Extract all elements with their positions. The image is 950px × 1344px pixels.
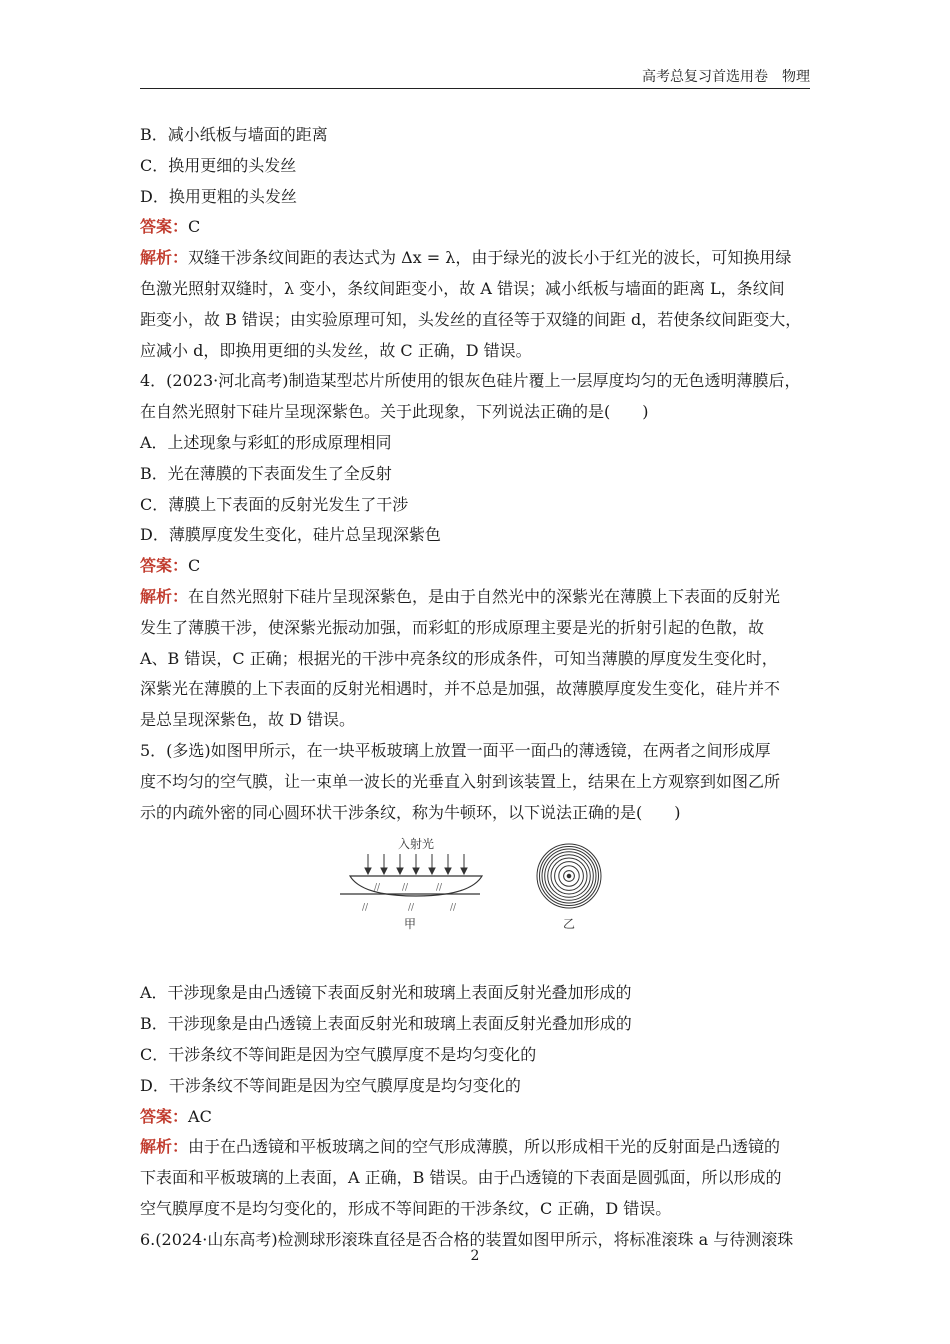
plate-hatch-3: //: [450, 903, 457, 914]
lens-hatch-1: //: [374, 883, 381, 894]
q4-stem-1: 4．(2023·河北高考)制造某型芯片所使用的银灰色硅片覆上一层厚度均匀的无色透明薄膜后，: [140, 371, 801, 391]
q4-stem-2: 在自然光照射下硅片呈现深紫色。关于此现象，下列说法正确的是( ): [140, 402, 649, 422]
header-rule: [140, 88, 810, 89]
q3-option-d: D．换用更粗的头发丝: [140, 186, 297, 206]
incident-light-label: 入射光: [397, 837, 435, 852]
newton-rings-figure: [140, 828, 811, 978]
answer-label: 答案：: [140, 1106, 189, 1126]
q5-stem-3: 示的内疏外密的同心圆环状干涉条纹，称为牛顿环，以下说法正确的是( ): [140, 802, 681, 822]
q5-option-c: C．干涉条纹不等间距是因为空气膜厚度不是均匀变化的: [140, 1044, 537, 1064]
figure-jia: [340, 836, 482, 931]
analysis-label: 解析：: [140, 1137, 189, 1157]
q3-answer: [140, 212, 811, 243]
q4-analysis-5: 是总呈现深紫色，故 D 错误。: [140, 710, 356, 730]
q3-analysis-3: 距变小，故 B 错误；由实验原理可知，头发丝的直径等于双缝的间距 d，若使条纹间距变大，: [140, 309, 802, 329]
q6-stem-1: 6.(2024·山东高考)检测球形滚珠直径是否合格的装置如图甲所示，将标准滚珠 a 与待测滚珠: [140, 1229, 794, 1249]
page-content: [140, 120, 811, 1256]
figure-yi-label: 乙: [562, 917, 576, 932]
answer-value: AC: [188, 1106, 212, 1126]
q5-stem-1: 5．(多选)如图甲所示，在一块平板玻璃上放置一面平一面凸的薄透镜，在两者之间形成厚: [140, 740, 771, 760]
figure-jia-label: 甲: [403, 917, 417, 932]
q4-analysis-2: 发生了薄膜干涉，使深紫光振动加强，而彩虹的形成原理主要是光的折射引起的色散，故: [140, 617, 765, 637]
analysis-text: 双缝干涉条纹间距的表达式为 Δx = λ，由于绿光的波长小于红光的波长，可知换用绿: [188, 248, 792, 268]
analysis-label: 解析：: [140, 248, 189, 268]
q5-stem-2: 度不均匀的空气膜，让一束单一波长的光垂直入射到该装置上，结果在上方观察到如图乙所: [140, 771, 781, 791]
q3-analysis-2: 色激光照射双缝时，λ 变小，条纹间距变小，故 A 错误；减小纸板与墙面的距离 L，条纹间: [140, 278, 785, 298]
q4-analysis-3: A、B 错误，C 正确；根据光的干涉中亮条纹的形成条件，可知当薄膜的厚度发生变化时，: [140, 648, 778, 668]
q4-option-c: C．薄膜上下表面的反射光发生了干涉: [140, 494, 409, 514]
q5-answer: [140, 1102, 811, 1133]
plate-hatch-2: //: [408, 903, 415, 914]
q4-option-a: A．上述现象与彩虹的形成原理相同: [140, 432, 392, 452]
answer-label: 答案：: [140, 217, 189, 237]
q3-option-c: C．换用更细的头发丝: [140, 155, 297, 175]
lens-hatch-3: //: [436, 883, 443, 894]
analysis-text: 在自然光照射下硅片呈现深紫色，是由于自然光中的深紫光在薄膜上下表面的反射光: [188, 586, 781, 606]
incident-arrows: [365, 854, 467, 874]
answer-value: C: [188, 556, 201, 576]
q5-option-d: D．干涉条纹不等间距是因为空气膜厚度是均匀变化的: [140, 1075, 521, 1095]
q4-option-b: B．光在薄膜的下表面发生了全反射: [140, 463, 392, 483]
q5-option-b: B．干涉现象是由凸透镜上表面反射光和玻璃上表面反射光叠加形成的: [140, 1014, 632, 1034]
running-header: 高考总复习首选用卷 物理: [642, 69, 810, 85]
answer-value: C: [188, 217, 201, 237]
q5-option-a: A．干涉现象是由凸透镜下表面反射光和玻璃上表面反射光叠加形成的: [140, 983, 632, 1003]
ring-center: [567, 875, 571, 879]
q4-analysis-4: 深紫光在薄膜的上下表面的反射光相遇时，并不总是加强，故薄膜厚度发生变化，硅片并不: [140, 679, 781, 699]
plate-hatch-1: //: [362, 903, 369, 914]
lens-hatch-2: //: [402, 883, 409, 894]
figure-svg: [140, 828, 811, 978]
q4-answer: [140, 551, 811, 582]
answer-label: 答案：: [140, 556, 189, 576]
analysis-label: 解析：: [140, 586, 189, 606]
q3-analysis-4: 应减小 d，即换用更细的头发丝，故 C 正确，D 错误。: [140, 340, 532, 360]
q5-analysis-1: [140, 1132, 811, 1163]
q4-option-d: D．薄膜厚度发生变化，硅片总呈现深紫色: [140, 525, 441, 545]
q4-analysis-1: [140, 582, 811, 613]
q3-analysis-1: [140, 243, 811, 274]
q5-analysis-2: 下表面和平板玻璃的上表面，A 正确，B 错误。由于凸透镜的下表面是圆弧面，所以形成的: [140, 1168, 782, 1188]
page-number: 2: [470, 1248, 480, 1264]
q3-option-b: B．减小纸板与墙面的距离: [140, 125, 328, 144]
q5-analysis-3: 空气膜厚度不是均匀变化的，形成不等间距的干涉条纹，C 正确，D 错误。: [140, 1198, 672, 1218]
plano-convex-lens: [350, 876, 482, 896]
analysis-text: 由于在凸透镜和平板玻璃之间的空气形成薄膜，所以形成相干光的反射面是凸透镜的: [188, 1137, 781, 1157]
figure-yi: [537, 844, 601, 908]
